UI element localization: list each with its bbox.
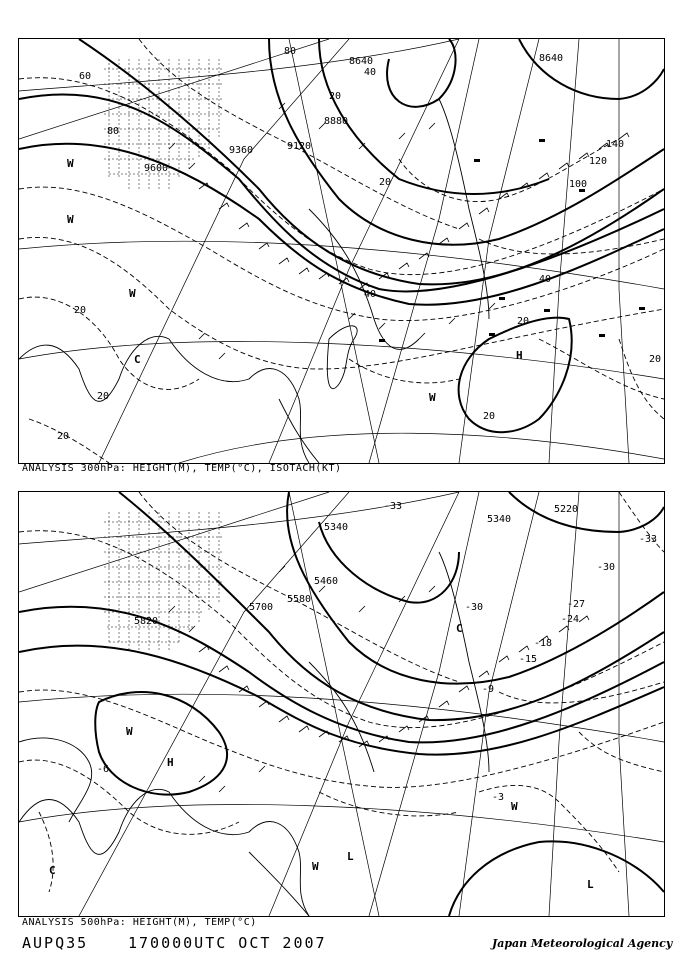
valid-time: 170000UTC OCT 2007 (128, 934, 327, 952)
plateau-hatching (104, 512, 224, 652)
dashed-contours (19, 492, 664, 892)
center-label: W (67, 157, 74, 170)
map-500hpa-canvas (19, 492, 664, 916)
height-label: 5460 (314, 576, 339, 587)
center-label: W (126, 725, 133, 738)
height-label: 5700 (249, 602, 274, 613)
height-label: 5220 (554, 504, 579, 515)
isotach-label: 40 (364, 289, 377, 300)
center-label: H (516, 349, 523, 362)
temp-label: -27 (567, 599, 586, 610)
temp-label: -30 (465, 602, 484, 613)
temp-label: -33 (639, 534, 658, 545)
height-label: 8640 (539, 53, 564, 64)
isotach-label: 20 (74, 305, 87, 316)
center-label: W (312, 860, 319, 873)
isotach-label: 20 (649, 354, 662, 365)
isotach-label: 80 (107, 126, 120, 137)
temp-label: -6 (97, 764, 110, 775)
isotach-label: 80 (284, 46, 297, 57)
isotach-label: 20 (57, 431, 70, 442)
isotach-label: 20 (329, 91, 342, 102)
height-label: 5340 (487, 514, 512, 525)
center-label: W (511, 800, 518, 813)
center-label: H (167, 756, 174, 769)
isotach-label: 140 (606, 139, 625, 150)
isotach-label: 60 (79, 71, 92, 82)
height-label: 9120 (287, 141, 312, 152)
temp-label: -9 (482, 684, 495, 695)
center-label: C (134, 353, 141, 366)
isotach-label: 20 (483, 411, 496, 422)
temp-label: -24 (561, 614, 580, 625)
center-label: W (67, 213, 74, 226)
isotach-label: 40 (364, 67, 377, 78)
height-label: 9600 (144, 163, 169, 174)
height-contours (19, 39, 664, 432)
height-label: 8880 (324, 116, 349, 127)
map-300hpa-canvas (19, 39, 664, 463)
height-label: 5820 (134, 616, 159, 627)
map-panel-500hpa (18, 491, 665, 917)
panel-caption-500hpa: ANALYSIS 500hPa: HEIGHT(M), TEMP(°C) (22, 917, 257, 928)
center-label: W (129, 287, 136, 300)
isotach-label: 120 (589, 156, 608, 167)
temp-label: -33 (384, 501, 403, 512)
center-label: L (587, 878, 594, 891)
temp-label: -3 (492, 792, 505, 803)
isotach-label: 20 (517, 316, 530, 327)
isotach-label: 20 (97, 391, 110, 402)
wind-barbs (169, 566, 589, 792)
isotach-label: 20 (379, 177, 392, 188)
isotach-label: 40 (539, 274, 552, 285)
chart-title: AUPQ35 (22, 934, 89, 952)
height-label: 9360 (229, 145, 254, 156)
coastline (19, 99, 489, 463)
panel-caption-300hpa: ANALYSIS 300hPa: HEIGHT(M), TEMP(°C), ISOTACH(KT) (22, 463, 342, 474)
center-label: L (347, 850, 354, 863)
agency-credit: Japan Meteorological Agency (492, 937, 673, 950)
center-label: W (429, 391, 436, 404)
center-label: C (456, 622, 463, 635)
height-label: 5340 (324, 522, 349, 533)
isotach-labels (57, 46, 661, 442)
temp-label: -18 (534, 638, 553, 649)
temp-label: -15 (519, 654, 538, 665)
height-labels (144, 53, 563, 174)
temp-label: -30 (597, 562, 616, 573)
map-panel-300hpa (18, 38, 665, 464)
height-label: 8640 (349, 56, 374, 67)
center-label: C (49, 864, 56, 877)
isotach-label: 100 (569, 179, 588, 190)
height-label: 5580 (287, 594, 312, 605)
